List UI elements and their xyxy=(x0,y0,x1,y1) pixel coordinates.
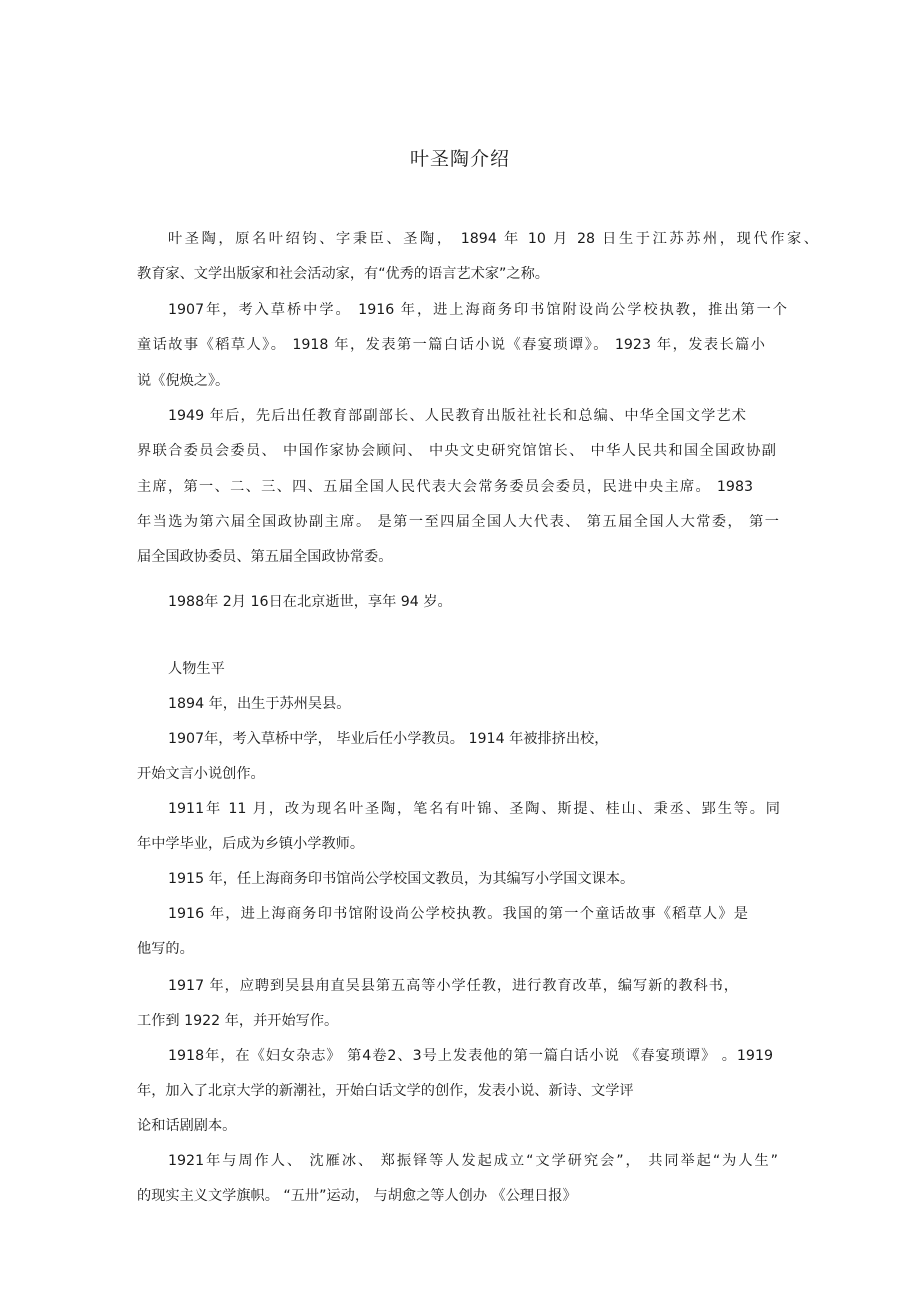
intro-line: 1907年，考入草桥中学。 1916 年，进上海商务印书馆附设尚公学校执教，推出第一个 xyxy=(168,302,787,318)
life-line: 1911年 11 月，改为现名叶圣陶，笔名有叶锦、圣陶、斯提、桂山、秉丞、郢生等。同 xyxy=(168,801,780,817)
section-heading: 人物生平 xyxy=(168,661,225,677)
intro-line: 年当选为第六届全国政协副主席。 是第一至四届全国人大代表、 第五届全国人大常委， 第一 xyxy=(137,514,779,530)
life-line: 开始文言小说创作。 xyxy=(137,766,265,782)
document-title: 叶圣陶介绍 xyxy=(409,148,510,170)
life-line: 1907年，考入草桥中学， 毕业后任小学教员。 1914 年被排挤出校， xyxy=(168,731,609,747)
intro-line: 主席，第一、二、三、四、五届全国人民代表大会常务委员会委员，民进中央主席。 1983 xyxy=(137,479,753,495)
life-line: 的现实主义文学旗帜。 “五卅”运动， 与胡愈之等人创办 《公理日报》 xyxy=(137,1188,577,1204)
intro-line: 童话故事《稻草人》。 1918 年，发表第一篇白话小说《春宴琐谭》。 1923 年，发表长篇小 xyxy=(137,337,765,353)
intro-line: 说《倪焕之》。 xyxy=(137,373,230,389)
life-line: 工作到 1922 年，并开始写作。 xyxy=(137,1013,339,1029)
intro-line: 叶圣陶，原名叶绍钧、字秉臣、圣陶， 1894 年 10 月 28 日生于江苏苏州，现代作家、 xyxy=(168,231,818,247)
life-line: 1916 年，进上海商务印书馆附设尚公学校执教。我国的第一个童话故事《稻草人》是 xyxy=(168,906,748,922)
intro-line: 1988年 2月 16日在北京逝世，享年 94 岁。 xyxy=(168,594,452,610)
life-line: 论和话剧剧本。 xyxy=(137,1118,237,1134)
life-line: 1915 年，任上海商务印书馆尚公学校国文教员，为其编写小学国文课本。 xyxy=(168,871,635,887)
life-line: 1917 年，应聘到吴县甪直吴县第五高等小学任教，进行教育改革，编写新的教科书， xyxy=(168,978,738,994)
intro-line: 界联合委员会委员、 中国作家协会顾问、 中央文史研究馆馆长、 中华人民共和国全国政协副 xyxy=(137,443,776,459)
intro-line: 教育家、文学出版家和社会活动家，有“优秀的语言艺术家”之称。 xyxy=(137,266,549,282)
life-line: 1918年，在《妇女杂志》 第4卷2、3号上发表他的第一篇白话小说 《春宴琐谭》 。1919 xyxy=(168,1048,773,1064)
life-line: 他写的。 xyxy=(137,941,194,957)
life-line: 年，加入了北京大学的新潮社，开始白话文学的创作，发表小说、新诗、文学评 xyxy=(137,1083,634,1099)
intro-line: 1949 年后，先后出任教育部副部长、人民教育出版社社长和总编、中华全国文学艺术 xyxy=(168,408,746,424)
life-line: 1894 年，出生于苏州吴县。 xyxy=(168,696,351,712)
intro-line: 届全国政协委员、第五届全国政协常委。 xyxy=(137,549,393,565)
life-line: 1921年与周作人、 沈雁冰、 郑振铎等人发起成立“文学研究会”， 共同举起“为人生” xyxy=(168,1153,778,1169)
life-line: 年中学毕业，后成为乡镇小学教师。 xyxy=(137,836,365,852)
